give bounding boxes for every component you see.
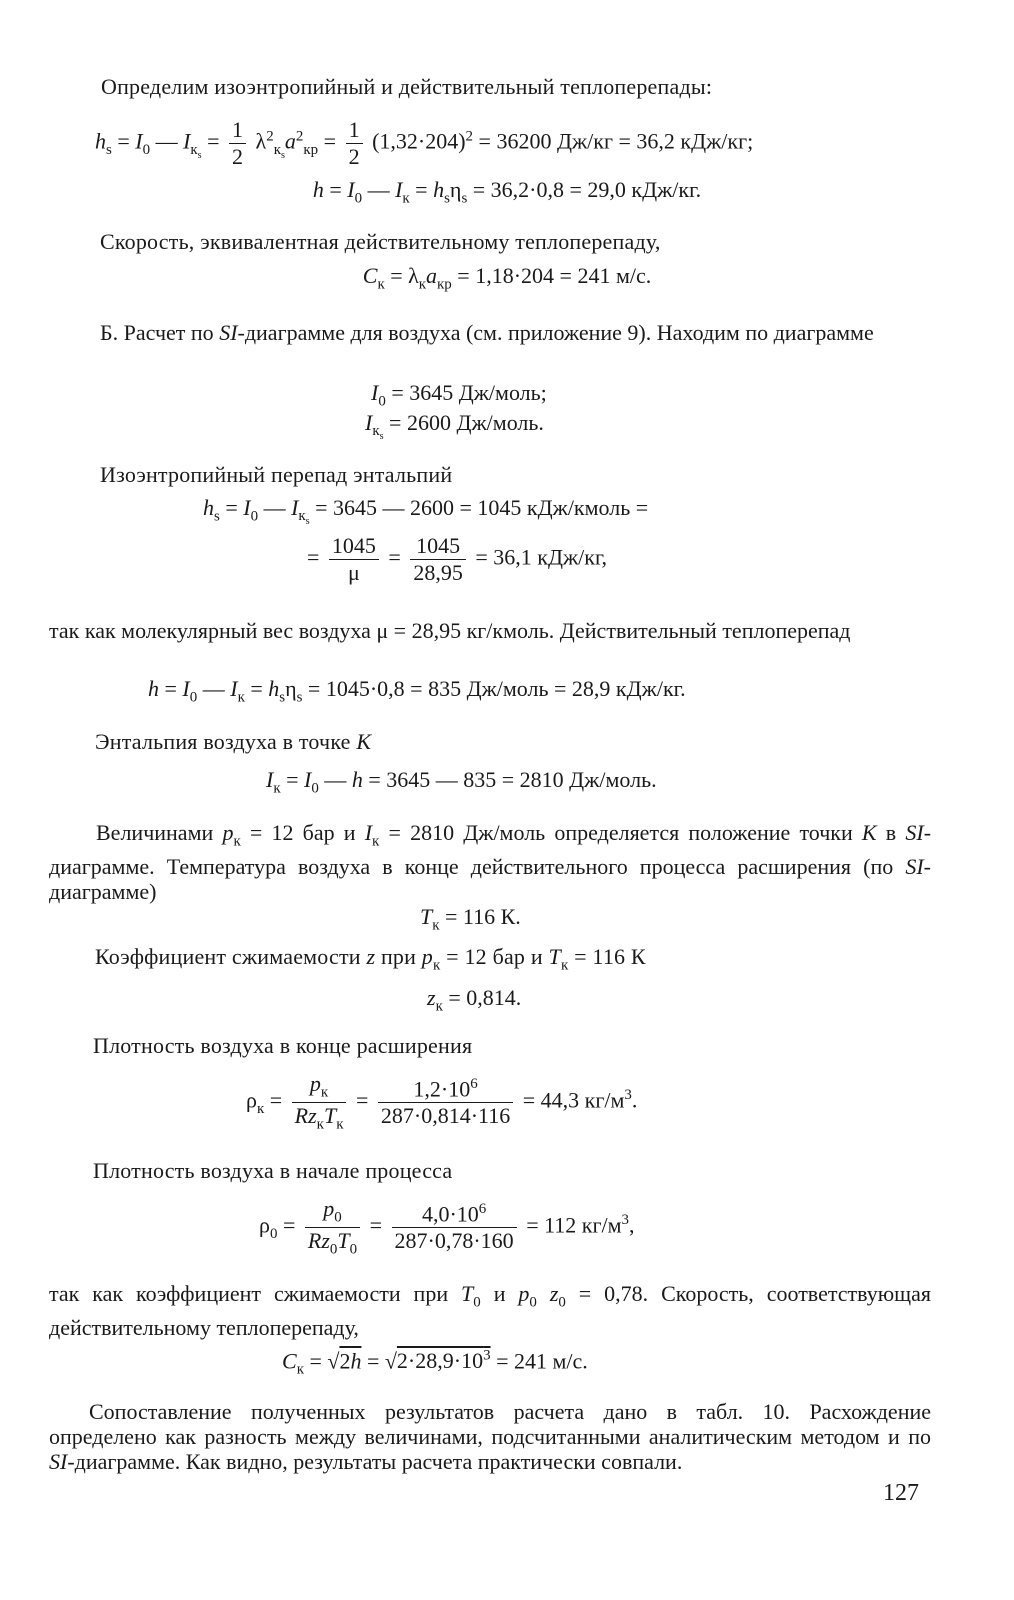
paragraph: Величинами $p_к = 12$ бар и $I_к = 2810$ Дж/моль определяется положение точки K в SI-диаграмме. Температура воздуха в конце действительного процесса расширения (по SI-диаграмме) (49, 820, 932, 905)
text-line: Плотность воздуха в начале процесса (93, 1158, 453, 1183)
equation-h-mol: $h = I_0$ — $I_к = h_s\eta_s = 1045\cdot 0,8 = 835$ Дж/моль = 28,9 кДж/кг. (148, 676, 686, 706)
paragraph: так как коэффициент сжимаемости при $T_0$ и $p_0$ $z_0 = 0,78$. Скорость, соответствующая действительному теплоперепаду, (49, 1281, 931, 1341)
equation-ck: $C_к = \lambda_кa_{кр} = 1,18\cdot 204 = 241$ м/с. (362, 263, 652, 293)
paragraph: Б. Расчет по SI-диаграмме для воздуха (см. приложение 9). Находим по диаграмме (100, 320, 874, 345)
equation-ck-sqrt: $C_к = √2h = √2\cdot 28,9\cdot 10^3 = 241$ м/с. (282, 1348, 588, 1378)
equation-zk: $z_к = 0,814$. (427, 985, 522, 1015)
equation-rho0: $\rho_0$ = $\frac{p_0}{Rz_0T_0}$ = $\frac{4,0\cdot 10^6}{287\cdot 0,78\cdot 160}$ = 112 $кг/м^3$, (259, 1196, 635, 1258)
text-line: Энтальпия воздуха в точке K (95, 729, 372, 754)
equation-hs: $h_s = I_0$ — $I_{к_s}$ = $\frac{1}{2}$ $\lambda^2_{к_s}a^2_{кр}$ = $\frac{1}{2}$ $(1,32\cdot 204)^2 = 36200$ Дж/кг = 36,2 кДж/кг; (95, 117, 754, 170)
text-line: Плотность воздуха в конце расширения (93, 1033, 473, 1058)
equation-hs-kg: = $\frac{1045}{\mu}$ = $\frac{1045}{28,95}$ = 36,1 кДж/кг, (307, 533, 607, 586)
equation-h: $h = I_0$ — $I_к = h_s\eta_s = 36,2\cdot 0,8 = 29,0$ кДж/кг. (312, 177, 702, 207)
equation-ik: $I_к = I_0$ — h = 3645 — 835 = 2810 Дж/моль. (266, 767, 657, 797)
equation-i0: $I_0 = 3645$ Дж/моль; (371, 380, 547, 410)
page-number: 127 (883, 1480, 919, 1506)
text-line: Коэффициент сжимаемости z при $p_к = 12$ бар и $T_к = 116$ К (95, 944, 646, 974)
paragraph: Сопоставление полученных результатов расчета дано в табл. 10. Расхождение определено как разность между величинами, подсчитанными аналитическим методом и по SI-диаграмме. Как видно, результаты расчета практически совпали. (49, 1399, 931, 1474)
equation-rhok: $\rho_к$ = $\frac{p_к}{Rz_кT_к}$ = $\frac{1,2\cdot 10^6}{287\cdot 0,814\cdot 116}$ = 44,3 $кг/м^3$. (246, 1071, 638, 1133)
text-line: Изоэнтропийный перепад энтальпий (100, 462, 453, 487)
equation-iks: $I_{к_s} = 2600$ Дж/моль. (365, 410, 544, 443)
equation-tk: $T_к = 116$ К. (420, 904, 521, 934)
equation-hs-mol: $h_s = I_0$ — $I_{к_s} = 3645$ — 2600 = 1045 кДж/кмоль = (203, 495, 649, 528)
text-line: Определим изоэнтропийный и действительный теплоперепады: (101, 74, 713, 99)
text-line: Скорость, эквивалентная действительному теплоперепаду, (100, 229, 661, 254)
paragraph: так как молекулярный вес воздуха μ = 28,95 кг/кмоль. Действительный теплоперепад (49, 618, 851, 643)
